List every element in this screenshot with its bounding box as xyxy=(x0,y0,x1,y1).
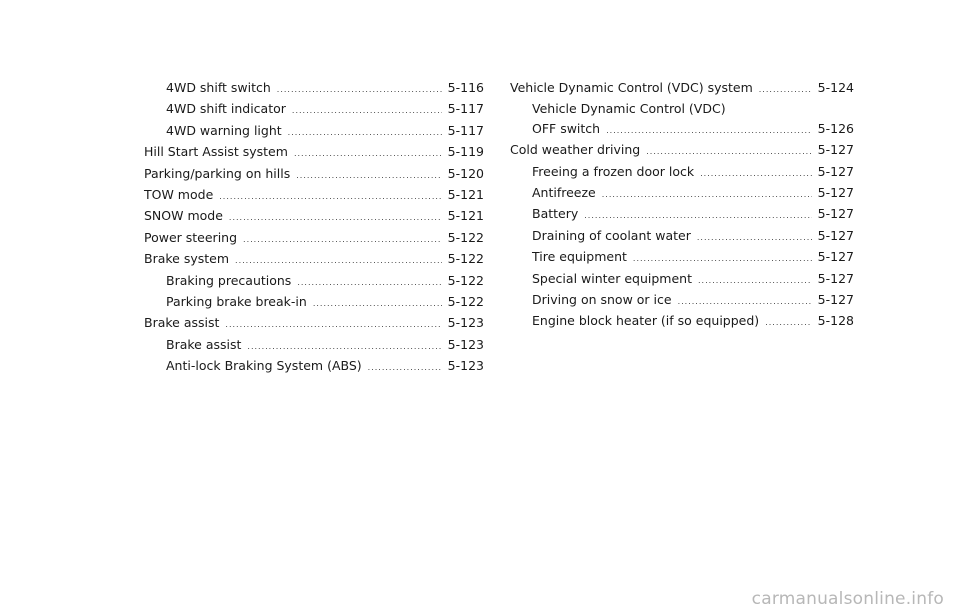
toc-right-column xyxy=(510,78,854,333)
toc-entry-page: 5-116 xyxy=(447,80,484,95)
dot-leader xyxy=(765,313,811,332)
toc-entry-label: Battery xyxy=(532,206,579,222)
toc-entry-page: 5-119 xyxy=(447,144,484,160)
toc-entry-page: 5-126 xyxy=(817,120,854,136)
toc-entry-label: Engine block heater (if so equipped) xyxy=(532,313,760,329)
dot-leader xyxy=(368,358,442,377)
toc-entry-page: 5-127 xyxy=(817,206,854,222)
dot-leader xyxy=(296,166,441,185)
dot-leader xyxy=(219,187,441,206)
toc-entry-page: 5-124 xyxy=(817,80,854,95)
toc-entry-4wd-shift-switch[interactable] xyxy=(144,78,484,99)
toc-entry-label: Brake system xyxy=(144,251,230,267)
dot-leader xyxy=(759,80,812,99)
toc-entry-page: 5-123 xyxy=(447,336,484,352)
toc-entry-label: Freeing a frozen door lock xyxy=(532,163,695,179)
toc-entry-page: 5-117 xyxy=(447,122,484,138)
toc-entry-page: 5-127 xyxy=(817,227,854,243)
toc-entry-page: 5-128 xyxy=(817,313,854,329)
dot-leader xyxy=(606,121,812,140)
toc-entry-abs[interactable] xyxy=(144,356,484,377)
toc-entry-snow-mode[interactable] xyxy=(144,206,484,227)
toc-entry-driving-snow-ice[interactable] xyxy=(510,290,854,311)
toc-entry-brake-assist-section[interactable] xyxy=(144,313,484,334)
toc-entry-label: Power steering xyxy=(144,229,238,245)
toc-entry-draining-coolant[interactable] xyxy=(510,226,854,247)
toc-entry-4wd-shift-indicator[interactable] xyxy=(144,99,484,120)
dot-leader xyxy=(646,142,811,161)
toc-entry-power-steering[interactable] xyxy=(144,228,484,249)
toc-entry-battery[interactable] xyxy=(510,204,854,225)
watermark: carmanualsonline.info xyxy=(751,589,944,609)
toc-entry-hill-start-assist[interactable] xyxy=(144,142,484,163)
toc-entry-page: 5-121 xyxy=(447,187,484,203)
toc-entry-label: 4WD shift indicator xyxy=(166,101,286,117)
toc-entry-page: 5-117 xyxy=(447,101,484,117)
dot-leader xyxy=(697,228,812,247)
dot-leader xyxy=(247,337,441,356)
toc-entry-label: Driving on snow or ice xyxy=(532,292,672,308)
dot-leader xyxy=(313,294,442,313)
toc-entry-brake-assist[interactable] xyxy=(144,335,484,356)
toc-entry-label-line1: Vehicle Dynamic Control (VDC) xyxy=(532,101,726,117)
toc-entry-page: 5-122 xyxy=(447,294,484,310)
toc-entry-page: 5-122 xyxy=(447,272,484,288)
dot-leader xyxy=(633,249,812,268)
toc-entry-engine-block-heater[interactable] xyxy=(510,311,854,332)
toc-entry-cold-weather-driving[interactable] xyxy=(510,140,854,161)
toc-entry-label: Braking precautions xyxy=(166,272,292,288)
toc-entry-page: 5-121 xyxy=(447,208,484,224)
dot-leader xyxy=(584,206,811,225)
toc-entry-brake-system[interactable] xyxy=(144,249,484,270)
toc-entry-label: Parking/parking on hills xyxy=(144,165,291,181)
toc-entry-parking-on-hills[interactable] xyxy=(144,164,484,185)
dot-leader xyxy=(297,273,441,292)
toc-entry-label: Tire equipment xyxy=(532,249,627,265)
toc-entry-label: Parking brake break-in xyxy=(166,294,307,310)
toc-entry-label: Brake assist xyxy=(144,315,220,331)
toc-entry-page: 5-123 xyxy=(447,358,484,374)
dot-leader xyxy=(229,208,442,227)
toc-entry-label: OFF switch xyxy=(532,120,601,136)
toc-entry-4wd-warning-light[interactable] xyxy=(144,121,484,142)
toc-entry-label: Anti-lock Braking System (ABS) xyxy=(166,358,362,374)
toc-entry-page: 5-122 xyxy=(447,251,484,267)
dot-leader xyxy=(243,230,442,249)
toc-entry-label: Draining of coolant water xyxy=(532,227,691,243)
toc-entry-page: 5-127 xyxy=(817,249,854,265)
toc-entry-label: 4WD shift switch xyxy=(166,80,271,95)
toc-entry-tire-equipment[interactable] xyxy=(510,247,854,268)
toc-entry-tow-mode[interactable] xyxy=(144,185,484,206)
toc-entry-label: Antifreeze xyxy=(532,185,596,201)
dot-leader xyxy=(288,123,442,142)
toc-entry-page: 5-127 xyxy=(817,185,854,201)
toc-entry-page: 5-120 xyxy=(447,165,484,181)
toc-entry-vdc-system[interactable] xyxy=(510,78,854,99)
dot-leader xyxy=(294,144,442,163)
dot-leader xyxy=(277,80,442,99)
toc-entry-label: Special winter equipment xyxy=(532,270,692,286)
dot-leader xyxy=(602,185,812,204)
dot-leader xyxy=(235,251,442,270)
dot-leader xyxy=(698,271,812,290)
toc-entry-label: Hill Start Assist system xyxy=(144,144,288,160)
dot-leader xyxy=(292,101,442,120)
toc-entry-special-winter-equipment[interactable] xyxy=(510,269,854,290)
toc-entry-page: 5-127 xyxy=(817,142,854,158)
toc-entry-antifreeze[interactable] xyxy=(510,183,854,204)
dot-leader xyxy=(678,292,812,311)
toc-entry-label: 4WD warning light xyxy=(166,122,282,138)
toc-entry-label: Cold weather driving xyxy=(510,142,641,158)
toc-entry-frozen-door-lock[interactable] xyxy=(510,162,854,183)
toc-entry-vdc-off-switch[interactable] xyxy=(510,99,854,140)
toc-entry-parking-brake-break-in[interactable] xyxy=(144,292,484,313)
toc-left-column xyxy=(144,78,484,378)
toc-entry-label: Vehicle Dynamic Control (VDC) system xyxy=(510,80,753,95)
toc-entry-page: 5-127 xyxy=(817,163,854,179)
dot-leader xyxy=(700,164,812,183)
toc-entry-page: 5-127 xyxy=(817,270,854,286)
toc-entry-label: Brake assist xyxy=(166,336,242,352)
toc-entry-page: 5-127 xyxy=(817,292,854,308)
toc-entry-page: 5-123 xyxy=(447,315,484,331)
dot-leader xyxy=(225,315,441,334)
toc-entry-label: SNOW mode xyxy=(144,208,223,224)
toc-entry-page: 5-122 xyxy=(447,229,484,245)
toc-entry-label: TOW mode xyxy=(144,187,214,203)
toc-entry-braking-precautions[interactable] xyxy=(144,271,484,292)
